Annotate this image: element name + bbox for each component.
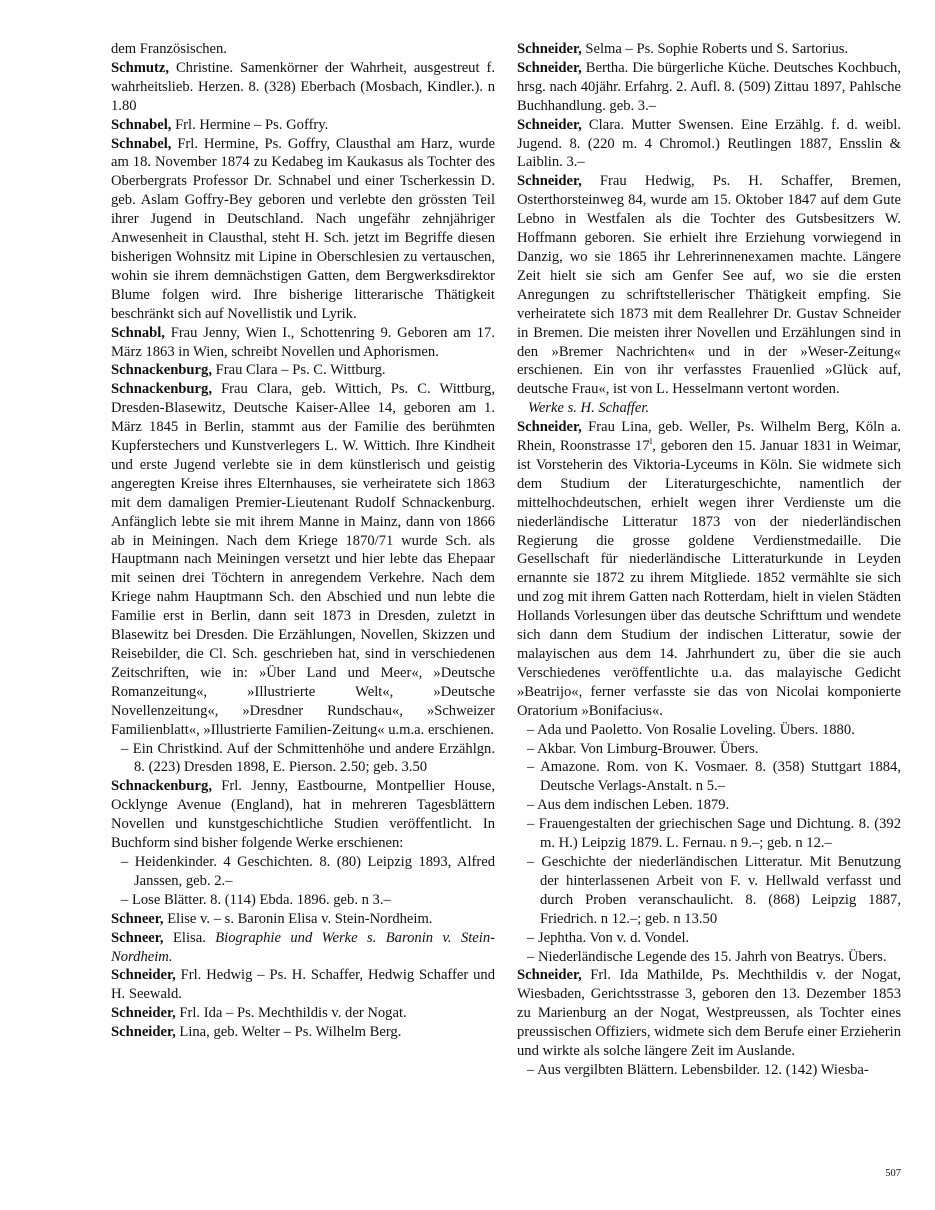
entry-text: Selma – Ps. Sophie Roberts und S. Sartorius. (581, 41, 849, 57)
work-list-item: – Amazone. Rom. von K. Vosmaer. 8. (358) Stuttgart 1884, Deutsche Verlags-Anstalt. n 5.– (527, 759, 901, 795)
work-list-item: – Heidenkinder. 4 Geschichten. 8. (80) Leipzig 1893, Alfred Janssen, geb. 2.– (121, 853, 495, 889)
entry-name: Schnackenburg, (111, 362, 212, 379)
entry-name: Schneer, (111, 910, 164, 927)
entry-text: Frau Lina, geb. Weller, Ps. Wilhelm Berg, Köln a. Rhein, Roonstrasse 17 (517, 419, 901, 455)
entry-paragraph (111, 929, 495, 967)
entry-paragraph (111, 324, 495, 362)
entry-paragraph (111, 1004, 495, 1023)
entry-name: Schneer, (111, 929, 164, 946)
entry-text: Bertha. Die bürgerliche Küche. Deutsches Kochbuch, hrsg. nach 40jähr. Erfahrg. 2. Aufl. 8. (509) Zittau 1897, Pahlsche Buchhandlung. geb. 3.– (517, 59, 901, 114)
work-list-item: – Frauengestalten der griechischen Sage und Dichtung. 8. (392 m. H.) Leipzig 1879. L. Fernau. n 9.–; geb. n 12.– (527, 816, 901, 852)
entry-text-continued: , geboren den 15. Januar 1831 in Weimar, ist Vorsteherin des Viktoria-Lyceums in Köln. Sie widmete sich dem Studium der Literaturgeschichte, namentlich der mittelhochdeutschen, erhielt wegen ihrer Verdienste um die niederländische Litteratur 1873 von der niederländischen Regierung die grosse goldene Verdienstmedaille. Die Gesellschaft für niederländische Litteraturkunde in Leyden ernannte sie 1872 zu ihrem Mitgliede. 1852 vermählte sie sich und zog mit ihrem Gatten nach Rotterdam, hielt in vielen Städten Hollands Vorlesungen über das deutsche Schrifttum und wendete sich dann dem Studium der indischen Litteratur, sowie der malayischen aus dem 14. Jahrhundert zu, über die sie auch Verschiedenes veröffentlichte u.a. das malayische Gedicht »Beatrijo«, ferner verfasste sie das von Nicolai komponierte Oratorium »Bonifacius«. (517, 438, 901, 719)
entry-name: Schnabl, (111, 324, 165, 341)
cross-reference: Werke s. H. Schaffer. (528, 400, 650, 417)
entry-paragraph (111, 1023, 495, 1042)
work-list-item: – Lose Blätter. 8. (114) Ebda. 1896. geb. n 3.– (121, 891, 391, 908)
entry-name: Schneider, (111, 967, 176, 984)
entry-text: Frl. Ida – Ps. Mechthildis v. der Nogat. (175, 1005, 407, 1022)
left-column (111, 40, 495, 1042)
entry-text: Lina, geb. Welter – Ps. Wilhelm Berg. (175, 1024, 402, 1041)
entry-name: Schneider, (517, 419, 582, 436)
entry-paragraph (111, 966, 495, 1004)
work-list-item: – Ada und Paoletto. Von Rosalie Loveling. Übers. 1880. (527, 721, 855, 738)
work-list-item: – Ein Christkind. Auf der Schmittenhöhe und andere Erzählgn. 8. (223) Dresden 1898, E. Pierson. 2.50; geb. 3.50 (121, 740, 495, 776)
entry-italic-text: Biographie und Werke s. Baronin v. Stein-Nordheim. (111, 929, 495, 965)
entry-paragraph (517, 59, 901, 116)
entry-text: Frau Jenny, Wien I., Schottenring 9. Geboren am 17. März 1863 in Wien, schreibt Novellen und Aphorismen. (111, 324, 495, 360)
entry-text: Frau Clara, geb. Wittich, Ps. C. Wittburg, Dresden-Blasewitz, Deutsche Kaiser-Allee 14, geboren am 1. März 1845 in Berlin, stammt aus der Familie des berühmten Kupferstechers und Kunstverlegers L. W. Wittich. Ihre Kindheit und erste Jugend verlebte sie in dem künstlerisch und geistig angeregten Kreise ihres Elternhauses, sie verheiratete sich 1863 mit dem damaligen Premier-Lieutenant Rudolf Schnackenburg. Anfänglich lebte sie mit ihrem Manne in Mainz, dann von 1866 ab in Meiningen. Nach dem Kriege 1870/71 wurde Sch. als Hauptmann nach Meiningen versetzt und hier lebte das Ehepaar mit seinen drei Töchtern in anregendem Verkehre. Nach dem Kriege nahm Hauptmann Sch. den Abschied und nun lebte die Familie erst in Berlin, dann seit 1873 in Dresden, zuletzt in Blasewitz bei Dresden. Die Erzählungen, Novellen, Skizzen und Reisebilder, die Cl. Sch. geschrieben hat, sind in verschiedenen Zeitschriften, wie in: »Über Land und Meer«, »Deutsche Romanzeitung«, »Illustrierte Welt«, »Deutsche Novellenzeitung«, »Dresdner Rundschau«, »Schweizer Familienblatt«, »Illustrierte Familien-Zeitung« u.m.a. erschienen. (111, 381, 495, 738)
entry-paragraph (111, 59, 495, 116)
superscript: I (649, 437, 653, 447)
entry-name: Schneider, (517, 967, 582, 984)
entry-name: Schneider, (517, 41, 582, 57)
entry-text: Frl. Hermine – Ps. Goffry. (171, 116, 329, 133)
entry-text: Christine. Samenkörner der Wahrheit, ausgestreut f. wahrheitslieb. Herzen. 8. (328) Eberbach (Mosbach, Kindler.). n 1.80 (111, 59, 495, 114)
entry-text: Frau Hedwig, Ps. H. Schaffer, Bremen, Osterthorsteinweg 84, wurde am 15. Oktober 1847 auf dem Gute Lebno in Westfalen als die Tochter des Gutsbesitzers W. Hoffmann geboren. Sie erhielt ihre Erziehung vorwiegend in Danzig, wo sie 1865 ihr Lehrerinnenexamen machte. Längere Zeit hielt sie sich am Genfer See auf, wo sie die ersten Anregungen zu schriftstellerischer Thätigkeit empfing. Sie verheiratete sich 1873 mit dem Reallehrer Dr. Gustav Schneider in Bremen. Die meisten ihrer Novellen und Erzählungen sind in den »Bremer Nachrichten« und in der »Weser-Zeitung« erschienen. Ein von ihr verfasstes Frauenlied »Glück auf, deutsche Frau«, ist von L. Hesselmann vertont worden. (517, 173, 901, 398)
work-list-item: – Jephtha. Von v. d. Vondel. (527, 929, 690, 946)
work-list-item: – Akbar. Von Limburg-Brouwer. Übers. (527, 740, 759, 757)
entry-text: Frl. Hermine, Ps. Goffry, Clausthal am Harz, wurde am 18. November 1874 zu Kedabeg im Kaukasus als Tochter des Oberbergrats Professor Dr. Schnabel und einer Tscherkessin D. geb. Aslam Goffry-Bey geboren und verlebte den grössten Teil ihrer Jugend in Deutschland. Nach ungefähr zehnjähriger Anwesenheit in Clausthal, steht H. Sch. jetzt im Begriffe diesen bisherigen Wohnsitz mit Lipine in Oberschlesien zu vertauschen, wohin sie ihrem demnächstigen Gatten, dem Bergwerksdirektor Blume folgen wird. Ihre bisherige litterarische Thätigkeit beschränkt sich auf Novellistik und Lyrik. (111, 135, 495, 322)
entry-paragraph (111, 116, 495, 135)
page-number: 507 (885, 1168, 901, 1179)
entry-text: Frl. Ida Mathilde, Ps. Mechthildis v. der Nogat, Wiesbaden, Gerichtsstrasse 3, geboren den 13. Dezember 1853 zu Marienburg an der Nogat, Westpreussen, als Tochter eines preussischen Offiziers, widmete sich dem Berufe einer Erzieherin und wirkte als solche längere Zeit im Auslande. (517, 967, 901, 1060)
entry-text: Elisa. (163, 929, 216, 946)
entry-name: Schnackenburg, (111, 778, 212, 795)
entry-text: Frl. Hedwig – Ps. H. Schaffer, Hedwig Schaffer und H. Seewald. (111, 967, 495, 1003)
entry-text: Clara. Mutter Swensen. Eine Erzählg. f. d. weibl. Jugend. 8. (220 m. 4 Chromol.) Reutlingen 1887, Ensslin & Laiblin. 3.– (517, 116, 901, 171)
entry-paragraph (517, 418, 901, 721)
entry-paragraph (517, 966, 901, 1061)
entry-paragraph (111, 361, 495, 380)
entry-paragraph (111, 135, 495, 324)
work-list-item: – Niederländische Legende des 15. Jahrh von Beatrys. Übers. (527, 948, 887, 965)
entry-paragraph (111, 380, 495, 739)
right-column (517, 40, 901, 1080)
work-list-item: – Aus vergilbten Blättern. Lebensbilder. 12. (142) Wiesba- (527, 1061, 869, 1078)
work-list-item: – Aus dem indischen Leben. 1879. (527, 797, 730, 814)
entry-paragraph (517, 116, 901, 173)
entry-paragraph (517, 40, 901, 59)
entry-text: Elise v. – s. Baronin Elisa v. Stein-Nordheim. (163, 910, 433, 927)
entry-name: Schneider, (517, 116, 582, 133)
entry-text: Frau Clara – Ps. C. Wittburg. (211, 362, 386, 379)
entry-text: Frl. Jenny, Eastbourne, Montpellier House, Ocklynge Avenue (England), hat in mehreren Tagesblättern Novellen und kunstgeschichtliche Studien veröffentlicht. In Buchform sind bisher folgende Werke erschienen: (111, 778, 495, 852)
entry-name: Schnabel, (111, 135, 172, 152)
entry-name: Schneider, (517, 59, 582, 76)
work-list-item: – Geschichte der niederländischen Litteratur. Mit Benutzung der hinterlassenen Arbeit von F. v. Hellwald verfasst und durch Proben veranschaulicht. 8. (868) Leipzig 1887, Friedrich. n 12.–; geb. n 13.50 (527, 853, 901, 927)
entry-name: Schneider, (517, 173, 582, 190)
entry-name: Schneider, (111, 1024, 176, 1041)
entry-paragraph (111, 910, 495, 929)
entry-paragraph (111, 40, 495, 59)
entry-text: dem Französischen. (111, 41, 227, 57)
entry-paragraph (517, 172, 901, 399)
entry-name: Schneider, (111, 1005, 176, 1022)
entry-name: Schmutz, (111, 59, 169, 76)
entry-name: Schnackenburg, (111, 381, 212, 398)
entry-name: Schnabel, (111, 116, 172, 133)
entry-paragraph (111, 777, 495, 853)
